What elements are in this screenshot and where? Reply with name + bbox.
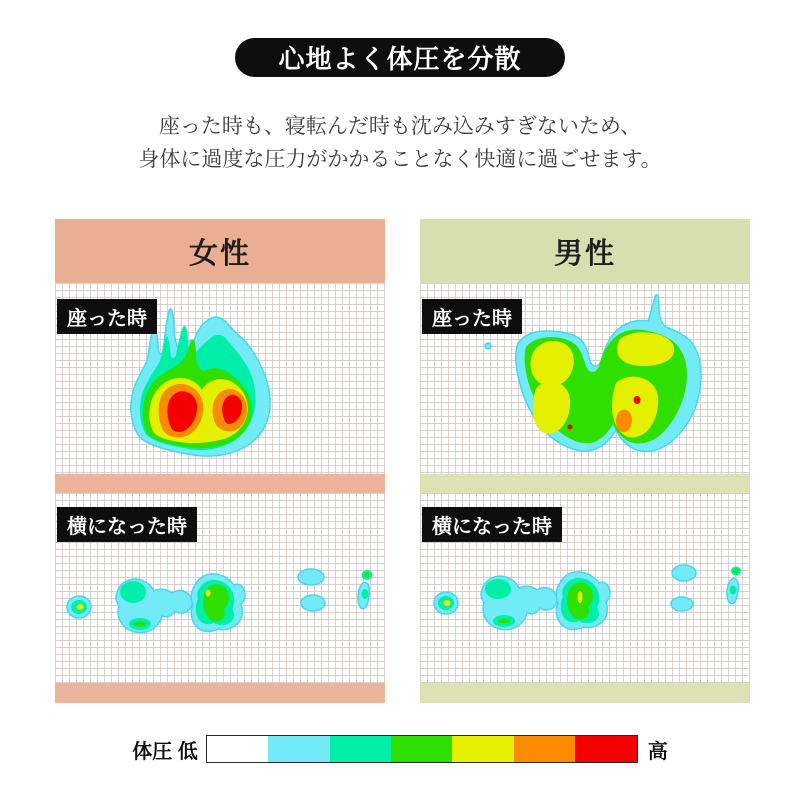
male-header-label: 男性 [553, 237, 616, 270]
pressure-blob [120, 581, 146, 603]
pressure-blob [298, 569, 324, 585]
female-lying-label: 横になった時 [57, 507, 197, 542]
pressure-blob [672, 565, 696, 581]
female-sitting-map [55, 283, 385, 474]
pressure-legend [0, 734, 800, 764]
legend-high-label: 高 [647, 740, 668, 763]
pressure-blob [578, 591, 583, 603]
male-header [420, 219, 750, 283]
male-lying-map [420, 493, 750, 683]
pressure-blob [206, 590, 211, 597]
pressure-blob [444, 600, 451, 606]
female-lying-map [55, 493, 385, 683]
pressure-blob [568, 425, 573, 430]
panel-male [420, 219, 750, 703]
legend-swatch [514, 736, 575, 762]
male-sitting-map [420, 283, 750, 474]
subtitle-line-1: 座った時も、寝転んだ時も沈み込みすぎないため、 [158, 115, 642, 138]
pressure-blob [498, 619, 510, 624]
legend-swatch [452, 736, 513, 762]
pressure-blob [634, 396, 641, 404]
page-title: 心地よく体圧を分散 [278, 44, 522, 74]
male-lying-label: 横になった時 [422, 507, 562, 542]
legend-swatch [575, 736, 636, 762]
pressure-blob [134, 622, 146, 627]
legend-swatch [207, 736, 268, 762]
pressure-blob [362, 589, 369, 599]
pressure-blob [730, 586, 737, 595]
legend-swatch [268, 736, 329, 762]
panel-female [55, 219, 385, 703]
male-divider-bar [420, 474, 750, 493]
subtitle-line-2: 身体に過度な圧力がかかることなく快適に過ごせます。 [138, 148, 662, 171]
pressure-blob [365, 573, 370, 578]
pressure-blob [77, 604, 84, 610]
female-footer-bar [55, 683, 385, 703]
legend-color-bar [206, 735, 638, 763]
subtitle [0, 110, 800, 176]
female-header [55, 219, 385, 283]
title-banner [235, 38, 565, 77]
pressure-blob [734, 569, 739, 573]
male-sitting-label: 座った時 [422, 299, 522, 334]
pressure-blob [671, 597, 693, 611]
female-sitting-label: 座った時 [57, 299, 157, 334]
legend-low-label: 体圧 低 [132, 740, 198, 763]
pressure-blob [485, 343, 491, 349]
legend-swatch [391, 736, 452, 762]
pressure-blob [485, 579, 511, 599]
male-footer-bar [420, 683, 750, 703]
legend-swatch [330, 736, 391, 762]
female-divider-bar [55, 474, 385, 493]
pressure-blob [301, 595, 325, 611]
female-header-label: 女性 [188, 237, 251, 270]
